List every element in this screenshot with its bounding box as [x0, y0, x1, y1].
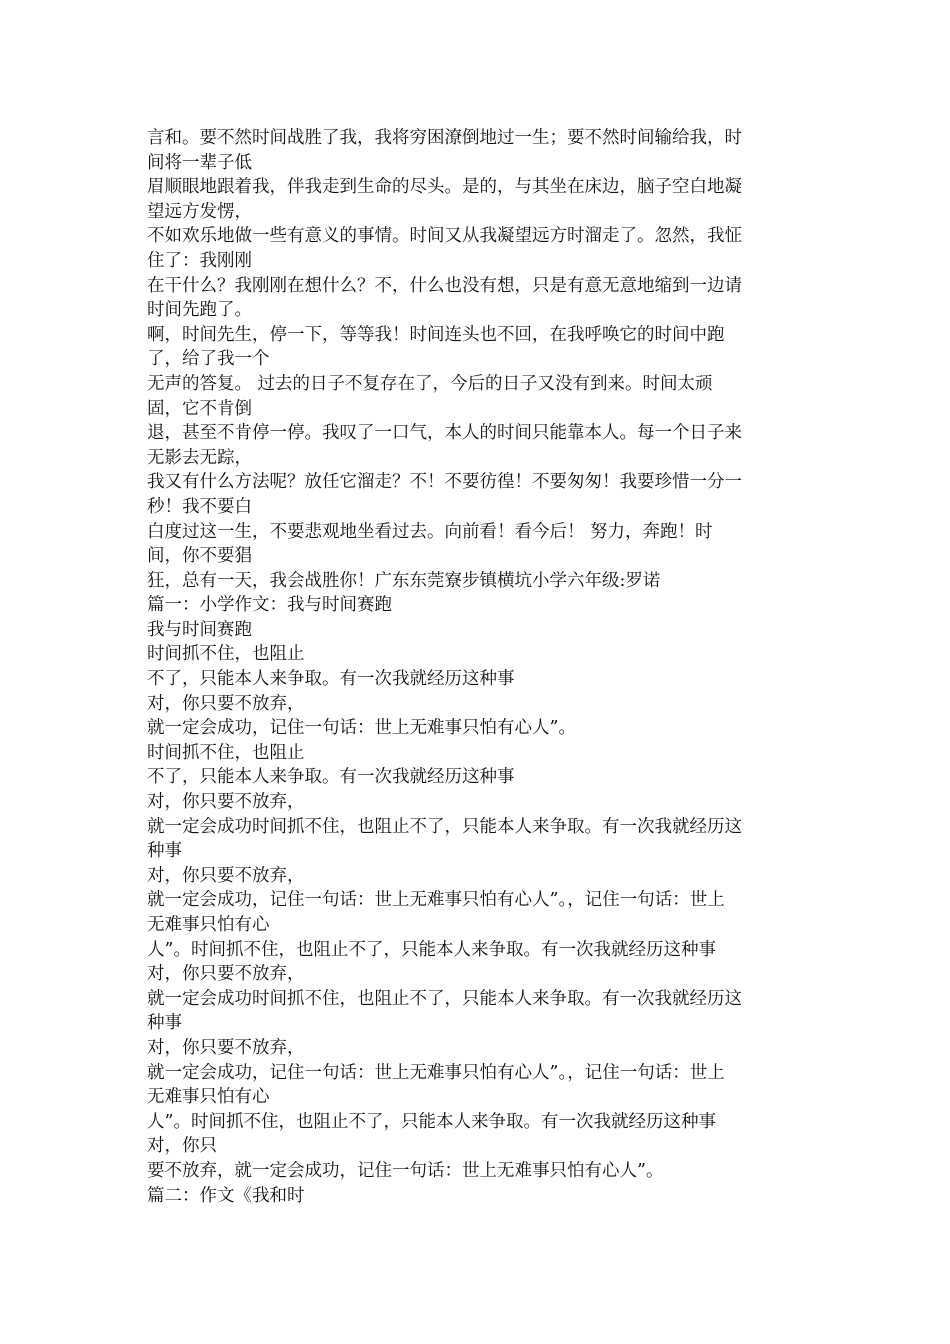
- text-line: 就一定会成功时间抓不住，也阻止不了，只能本人来争取。有一次我就经历这: [147, 816, 742, 837]
- text-line: 住了：我刚刚: [147, 250, 252, 271]
- text-line: 时间先跑了。: [147, 300, 252, 321]
- text-line: 对，你只要不放弃，: [147, 693, 305, 714]
- text-line: 时间抓不住，也阻止: [147, 644, 305, 665]
- document-body-text: [147, 126, 807, 1208]
- text-line: 狂，总有一天，我会战胜你！广东东莞寮步镇横坑小学六年级:罗诺: [147, 570, 661, 591]
- text-line: 种事: [147, 841, 182, 862]
- text-line: 无难事只怕有心: [147, 1087, 270, 1108]
- text-line: 对，你只: [147, 1136, 217, 1157]
- text-line: 间，你不要猖: [147, 546, 252, 567]
- text-line: 望远方发愣，: [147, 201, 252, 222]
- text-line: 了，给了我一个: [147, 349, 270, 370]
- text-line: 对，你只要不放弃，: [147, 1037, 305, 1058]
- text-line: 无影去无踪，: [147, 447, 252, 468]
- text-line: 就一定会成功，记住一句话：世上无难事只怕有心人”。，记住一句话：世上: [147, 1062, 725, 1083]
- text-line: 对，你只要不放弃，: [147, 865, 305, 886]
- text-line: 对，你只要不放弃，: [147, 792, 305, 813]
- text-line: 间将一辈子低: [147, 152, 252, 173]
- text-line: 固，它不肯倒: [147, 398, 252, 419]
- text-line: 无声的答复。 过去的日子不复存在了，今后的日子又没有到来。时间太顽: [147, 373, 713, 394]
- text-line: 秒！我不要白: [147, 496, 252, 517]
- text-line: 种事: [147, 1013, 182, 1034]
- text-line: 白度过这一生，不要悲观地坐看过去。向前看！看今后！ 努力，奔跑！时: [147, 521, 713, 542]
- text-line: 时间抓不住，也阻止: [147, 742, 305, 763]
- text-line: 对，你只要不放弃，: [147, 964, 305, 985]
- text-line: 要不放弃，就一定会成功，记住一句话：世上无难事只怕有心人”。: [147, 1160, 664, 1181]
- text-line: 篇二：作文《我和时: [147, 1185, 305, 1206]
- text-line: 言和。要不然时间战胜了我，我将穷困潦倒地过一生；要不然时间输给我，时: [147, 128, 742, 148]
- text-line: 不如欢乐地做一些有意义的事情。时间又从我凝望远方时溜走了。忽然，我怔: [147, 226, 742, 247]
- text-line: 无难事只怕有心: [147, 915, 270, 935]
- text-line: 啊，时间先生，停一下，等等我！时间连头也不回，在我呼唤它的时间中跑: [147, 324, 725, 345]
- text-line: 我与时间赛跑: [147, 619, 252, 640]
- text-line: 眉顺眼地跟着我，伴我走到生命的尽头。是的，与其坐在床边，脑子空白地凝: [147, 177, 742, 198]
- text-line: 就一定会成功，记住一句话：世上无难事只怕有心人”。: [147, 718, 576, 739]
- text-line: 人”。时间抓不住，也阻止不了，只能本人来争取。有一次我就经历这种事: [147, 1111, 716, 1132]
- text-line: 就一定会成功，记住一句话：世上无难事只怕有心人”。，记住一句话：世上: [147, 890, 725, 911]
- text-line: 在干什么？我刚刚在想什么？不，什么也没有想，只是有意无意地缩到一边请: [147, 275, 742, 296]
- text-line: 我又有什么方法呢？放任它溜走？不！不要彷徨！不要匆匆！我要珍惜一分一: [147, 472, 742, 493]
- text-line: 不了，只能本人来争取。有一次我就经历这种事: [147, 767, 515, 788]
- text-line: 篇一：小学作文：我与时间赛跑: [147, 595, 392, 616]
- text-line: 退，甚至不肯停一停。我叹了一口气，本人的时间只能靠本人。每一个日子来: [147, 423, 742, 444]
- text-line: 不了，只能本人来争取。有一次我就经历这种事: [147, 669, 515, 690]
- text-line: 就一定会成功时间抓不住，也阻止不了，只能本人来争取。有一次我就经历这: [147, 988, 742, 1009]
- text-line: 人”。时间抓不住，也阻止不了，只能本人来争取。有一次我就经历这种事: [147, 939, 716, 960]
